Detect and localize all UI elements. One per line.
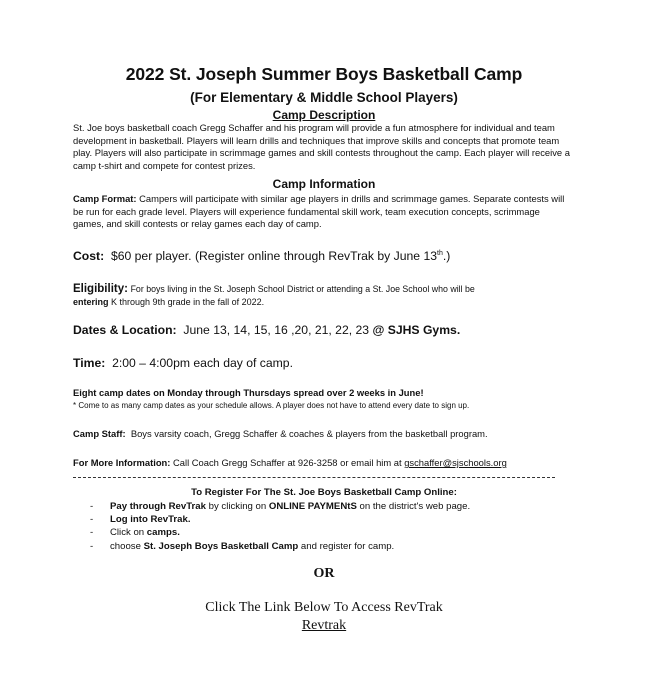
cost-sup: th	[437, 249, 443, 257]
eligibility-entering: entering	[73, 297, 109, 307]
step4-b: St. Joseph Boys Basketball Camp	[143, 540, 299, 552]
flyer-subtitle: (For Elementary & Middle School Players)	[190, 90, 458, 105]
more-info-text: Call Coach Gregg Schaffer at 926-3258 or email him at	[173, 457, 402, 468]
step-dash: -	[90, 540, 94, 552]
or-separator: OR	[313, 566, 335, 581]
eligibility-label: Eligibility:	[73, 283, 128, 295]
camp-description-text: St. Joe boys basketball coach Gregg Schaffer and his program will provide a fun atmosphere for individual and team development in basketball. Players will learn drills and techniques that improve skills and concepts that promote team play. Players will also participate in scrimmage games and skill contests throughout the camp. Each player will receive a camp t-shirt and compete for contest prizes.	[73, 122, 570, 171]
revtrak-link-wrap	[0, 618, 648, 634]
cost-line	[73, 249, 450, 263]
time-label: Time:	[73, 356, 106, 370]
revtrak-link[interactable]: Revtrak	[301, 618, 347, 633]
eligibility-line2	[73, 297, 264, 307]
camp-description-heading: Camp Description	[272, 108, 376, 122]
schedule-headline: Eight camp dates on Monday through Thursdays spread over 2 weeks in June!	[73, 387, 424, 398]
staff-line	[73, 428, 488, 439]
step-dash: -	[90, 514, 94, 526]
schedule-note: * Come to as many camp dates as your schedule allows. A player does not have to attend every date to sign up.	[73, 401, 470, 410]
step-dash: -	[90, 501, 94, 512]
step3-a: Click on	[110, 527, 147, 539]
dates-line	[73, 323, 460, 337]
eligibility-line1	[73, 283, 475, 295]
step1-a: Pay through RevTrak	[110, 501, 206, 512]
eligibility-text1: For boys living in the St. Joseph School District or attending a St. Joe School who will be	[130, 284, 475, 294]
register-heading: To Register For The St. Joe Boys Basketball Camp Online:	[191, 487, 457, 498]
register-step-2	[90, 513, 470, 526]
register-step-1	[90, 500, 470, 513]
step1-d: on the district's web page.	[356, 501, 471, 512]
camp-format	[73, 193, 573, 231]
register-step-3	[90, 526, 470, 539]
step2-text: Log into RevTrak.	[110, 514, 191, 526]
staff-label: Camp Staff:	[73, 428, 126, 439]
step4-c: and register for camp.	[298, 540, 395, 552]
dashed-divider	[73, 477, 555, 478]
cost-label: Cost:	[73, 249, 105, 263]
email-link[interactable]: gschaffer@sjschools.org	[404, 457, 507, 468]
cost-suffix: .)	[442, 249, 451, 263]
camp-information-heading: Camp Information	[272, 177, 376, 191]
eligibility-text2: K through 9th grade in the fall of 2022.	[111, 297, 265, 307]
link-instruction: Click The Link Below To Access RevTrak	[205, 600, 443, 615]
camp-format-text: Campers will participate with similar age players in drills and scrimmage games. Separate contests will be run for each grade level. Players will experience fundamental skill work, team execution concepts, scrimmage games, and skill contests or relay games each day of camp.	[73, 193, 565, 229]
step1-b: by clicking on	[205, 501, 269, 512]
dates-location: @ SJHS Gyms.	[372, 323, 461, 337]
register-steps	[90, 500, 470, 553]
camp-format-label: Camp Format:	[73, 193, 137, 204]
more-info-label: For More Information:	[73, 457, 171, 468]
step-dash: -	[90, 527, 94, 539]
dates-label: Dates & Location:	[73, 323, 177, 337]
step4-a: choose	[110, 540, 144, 552]
register-step-4	[90, 540, 470, 553]
dates-text: June 13, 14, 15, 16 ,20, 21, 22, 23	[183, 323, 370, 337]
staff-text: Boys varsity coach, Gregg Schaffer & coaches & players from the basketball program.	[130, 428, 488, 439]
time-line	[73, 356, 293, 370]
cost-text: $60 per player. (Register online through RevTrak by June 13	[110, 249, 438, 263]
flyer-title: 2022 St. Joseph Summer Boys Basketball Camp	[125, 64, 523, 84]
step1-c: ONLINE PAYMENtS	[268, 501, 357, 512]
step3-b: camps.	[146, 527, 180, 539]
more-info-line	[73, 457, 507, 468]
time-text: 2:00 – 4:00pm each day of camp.	[112, 356, 293, 370]
